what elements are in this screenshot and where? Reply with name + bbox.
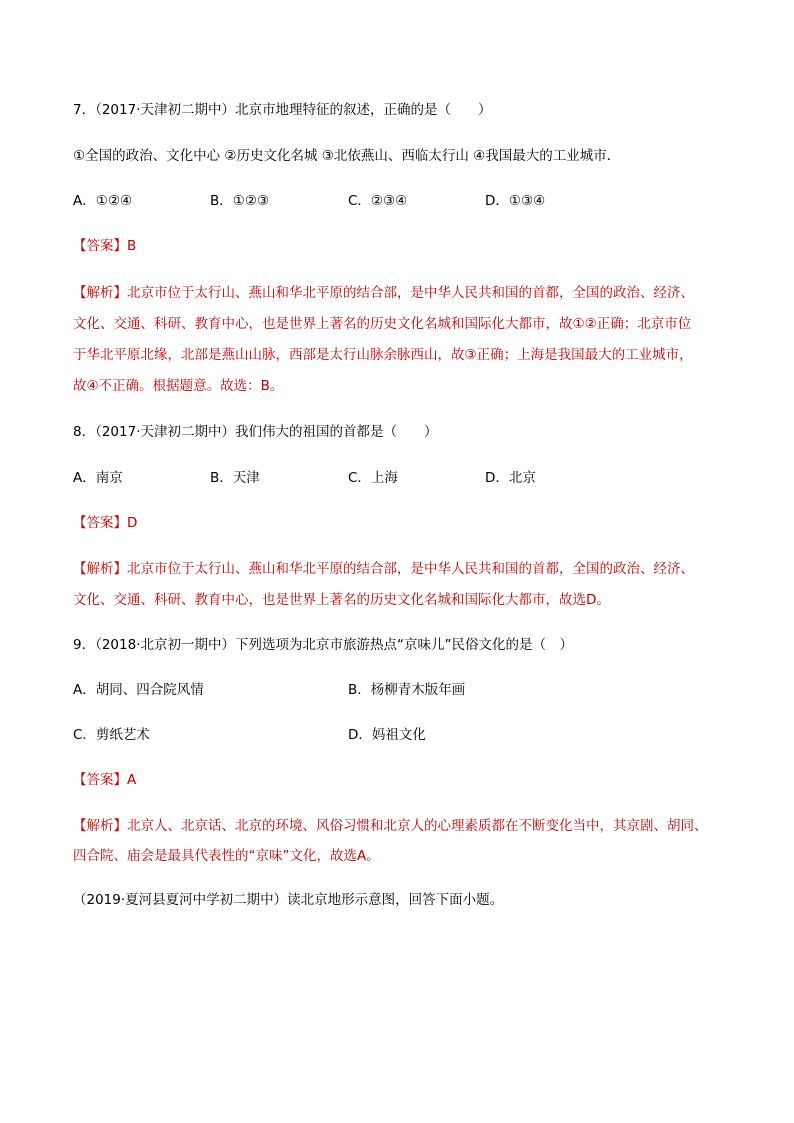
question-7-option-c: C．②③④ — [348, 193, 408, 209]
question-7-option-d: D．①③④ — [485, 193, 546, 209]
question-8-option-b: B．天津 — [210, 470, 260, 486]
question-9-option-a: A．胡同、四合院风情 — [73, 682, 204, 698]
question-8-explanation-line-1 — [73, 559, 694, 579]
explanation-tag: 【解析】 — [73, 561, 127, 577]
question-8-option-a: A．南京 — [73, 470, 123, 486]
explanation-text: 北京人、北京话、北京的环境、风俗习惯和北京人的心理素质都在不断变化当中，其京剧、胡同、 — [127, 818, 708, 834]
question-9-option-b: B．杨柳青木版年画 — [348, 682, 466, 698]
question-7-option-a: A．①②④ — [73, 193, 133, 209]
explanation-text: 北京市位于太行山、燕山和华北平原的结合部，是中华人民共和国的首都，全国的政治、经济、 — [127, 561, 694, 577]
question-7-explanation-line-3: 于华北平原北缘，北部是燕山山脉，西部是太行山脉余脉西山，故③正确；上海是我国最大的工业城市， — [73, 347, 693, 363]
question-9-explanation-line-2: 四合院、庙会是最具代表性的“京味”文化，故选A。 — [73, 848, 380, 864]
question-7-statements: ①全国的政治、文化中心 ②历史文化名城 ③北依燕山、西临太行山 ④我国最大的工业城市． — [73, 148, 621, 164]
question-7-option-b: B．①②③ — [210, 193, 270, 209]
question-7-explanation-line-2: 文化、交通、科研、教育中心，也是世界上著名的历史文化名城和国际化大都市，故①②正确；北京市位 — [73, 316, 692, 332]
question-9-explanation-line-1 — [73, 816, 708, 836]
question-7-stem: 7．（2017·天津初二期中）北京市地理特征的叙述，正确的是（ ） — [73, 102, 492, 118]
question-9-answer — [73, 770, 136, 790]
question-9-option-c: C．剪纸艺术 — [73, 727, 150, 743]
question-9-option-d: D．妈祖文化 — [348, 727, 426, 743]
answer-value: D — [127, 515, 138, 531]
question-group-intro: （2019·夏河县夏河中学初二期中）读北京地形示意图，回答下面小题。 — [73, 892, 504, 908]
explanation-text: 北京市位于太行山、燕山和华北平原的结合部，是中华人民共和国的首都，全国的政治、经济、 — [127, 285, 694, 301]
answer-value: A — [127, 772, 137, 788]
question-7-explanation-line-1 — [73, 283, 694, 303]
question-9-stem: 9．（2018·北京初一期中）下列选项为北京市旅游热点“京味儿”民俗文化的是（ ） — [73, 637, 573, 653]
question-8-stem: 8．（2017·天津初二期中）我们伟大的祖国的首都是（ ） — [73, 424, 438, 440]
question-8-explanation-line-2: 文化、交通、科研、教育中心，也是世界上著名的历史文化名城和国际化大都市，故选D。 — [73, 592, 610, 608]
question-8-answer — [73, 513, 137, 533]
answer-value: B — [127, 238, 137, 254]
answer-tag: 【答案】 — [73, 515, 127, 531]
answer-tag: 【答案】 — [73, 772, 127, 788]
question-7-explanation-line-4: 故④不正确。根据题意。故选：B。 — [73, 378, 284, 394]
question-8-option-d: D．北京 — [485, 470, 536, 486]
question-7-answer — [73, 236, 136, 256]
question-8-option-c: C．上海 — [348, 470, 398, 486]
explanation-tag: 【解析】 — [73, 818, 127, 834]
explanation-tag: 【解析】 — [73, 285, 127, 301]
answer-tag: 【答案】 — [73, 238, 127, 254]
